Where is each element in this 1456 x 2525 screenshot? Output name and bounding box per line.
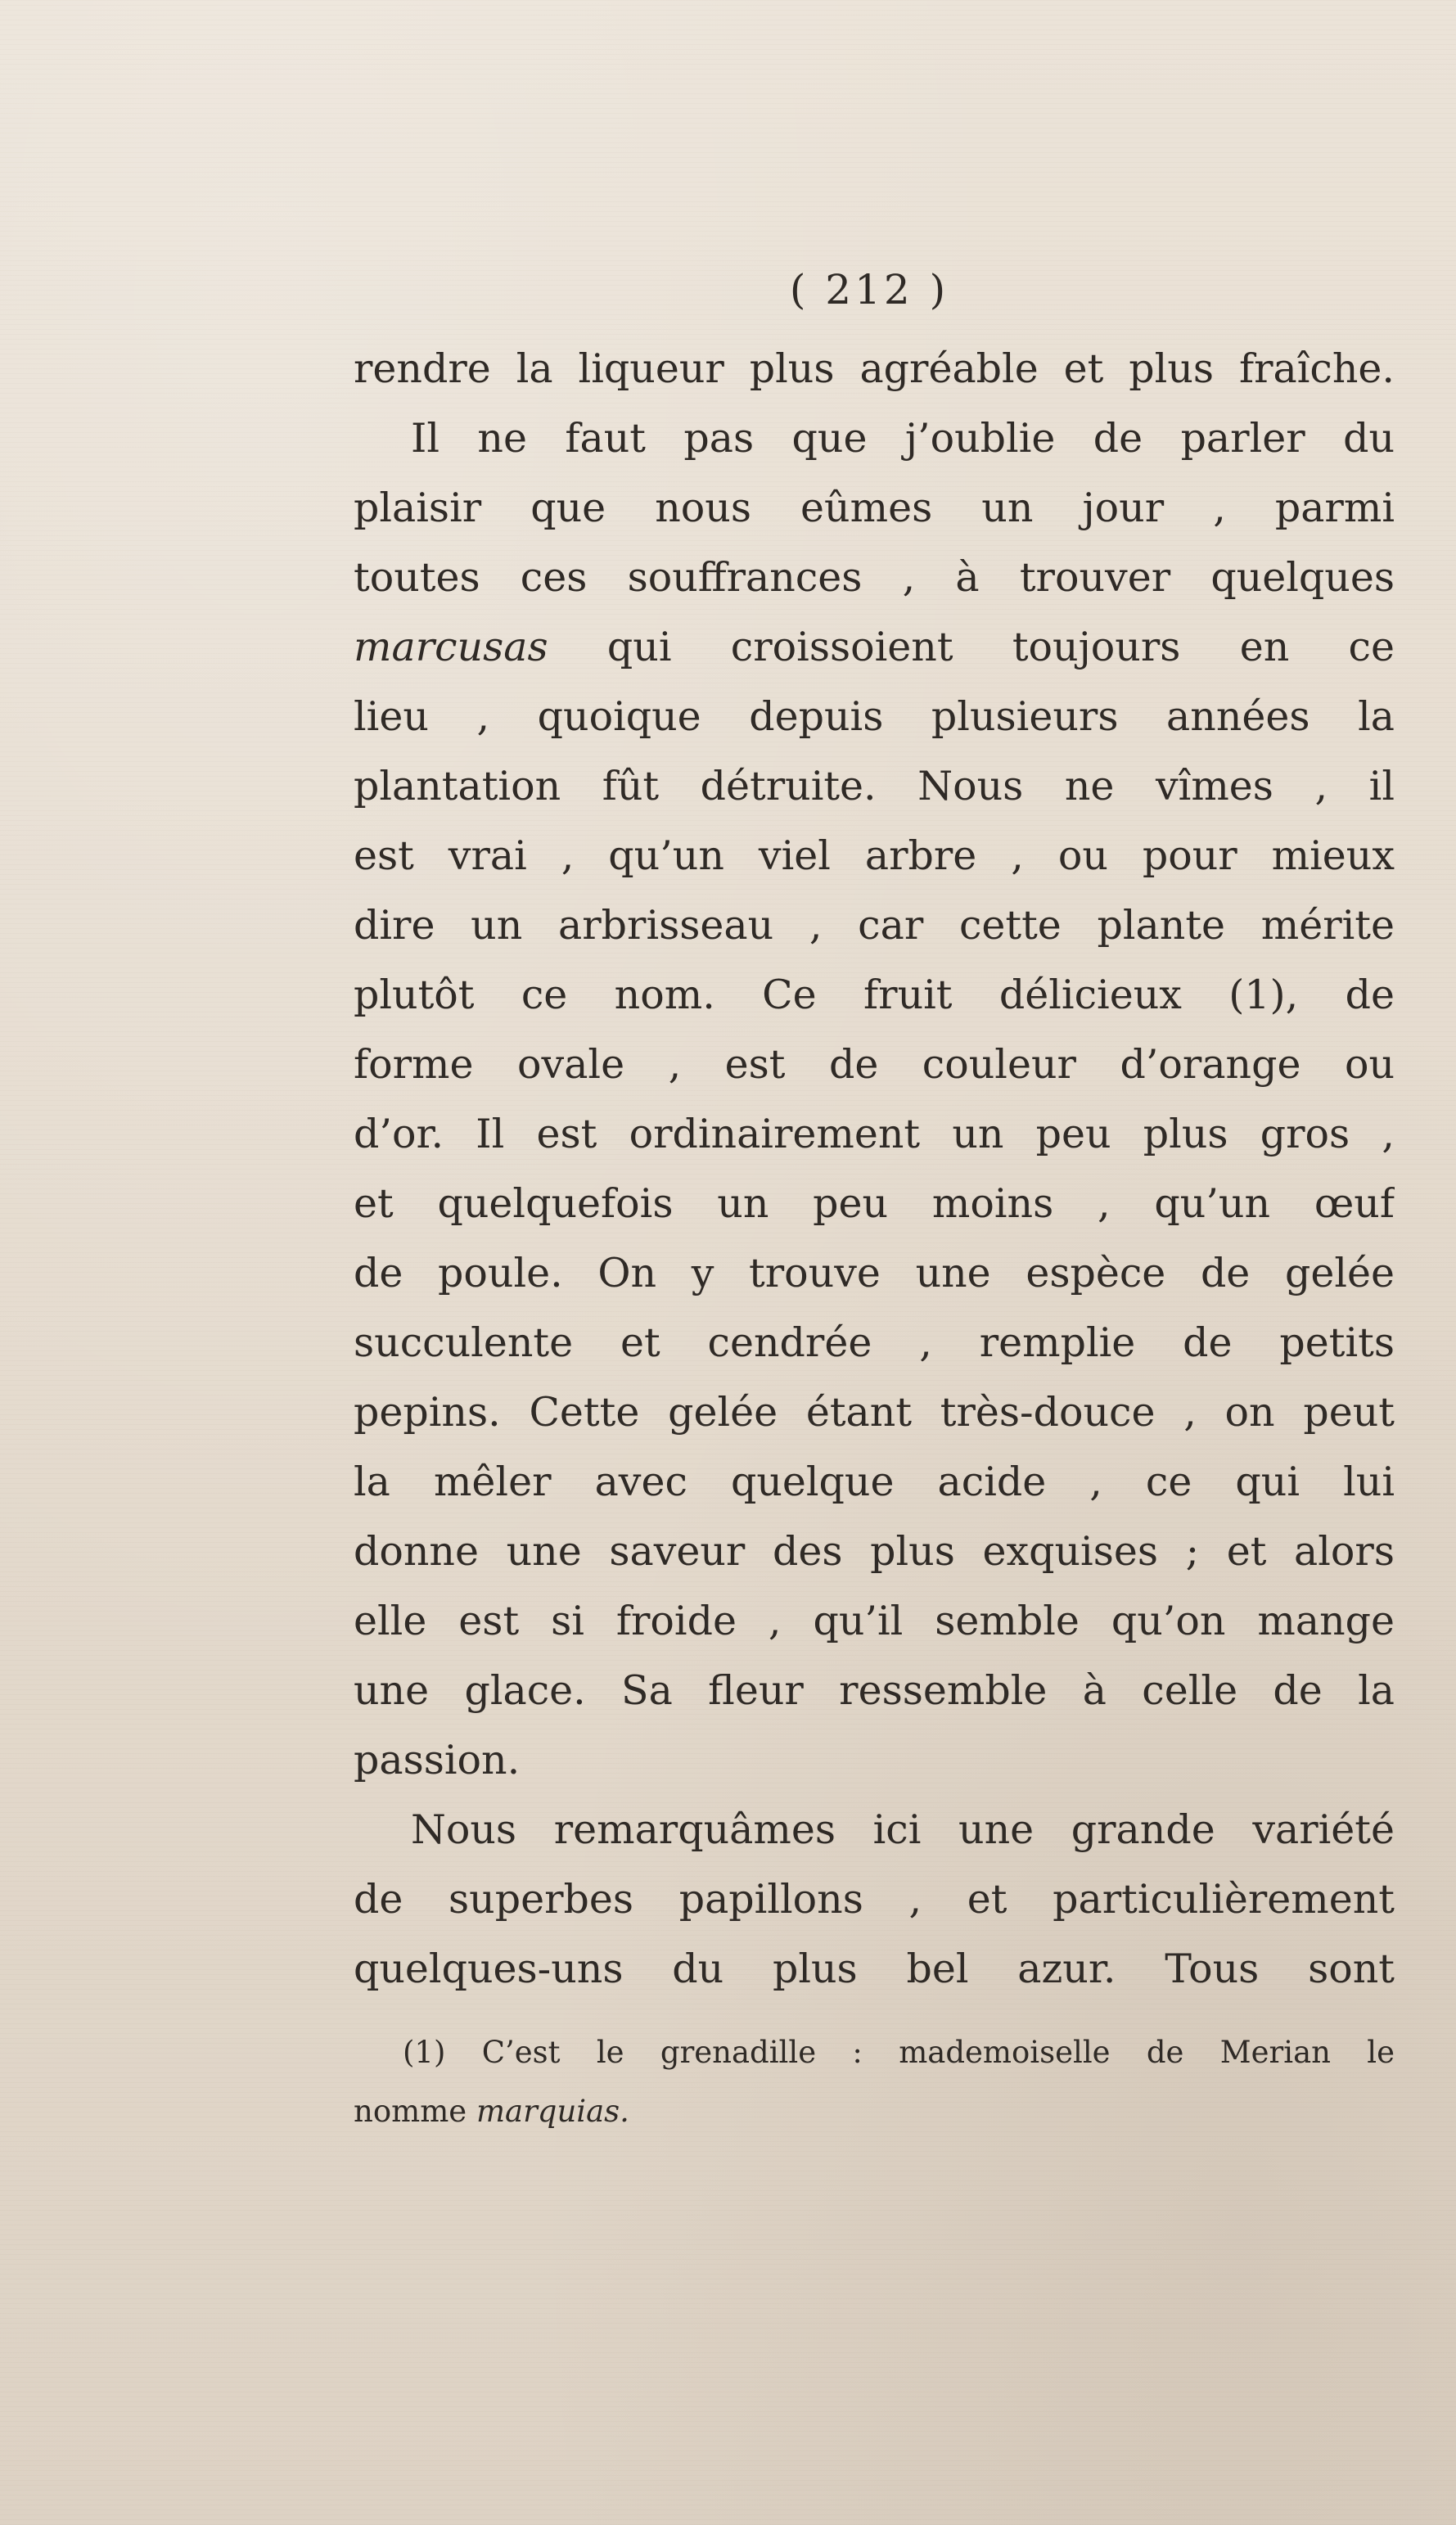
text-line: d’or. Il est ordinairement un peu plus gros , [354,1111,1395,1157]
text-line: toutes ces souffrances , à trouver quelques [354,554,1395,601]
text-line: Il ne faut pas que j’oublie de parler du [411,415,1395,462]
text-line: quelques-uns du plus bel azur. Tous sont [354,1946,1395,1992]
text-line: une glace. Sa fleur ressemble à celle de la [354,1667,1395,1714]
text-line: rendre la liqueur plus agréable et plus fraîche. [354,345,1395,392]
text-line [354,612,1395,682]
text-line: la mêler avec quelque acide , ce qui lui [354,1459,1395,1505]
text-line: plaisir que nous eûmes un jour , parmi [354,485,1395,531]
text-line: plutôt ce nom. Ce fruit délicieux (1), de [354,972,1395,1018]
footnote-line [354,2082,1395,2141]
footnote-text: nomme [354,2094,476,2129]
text-line: succulente et cendrée , remplie de petits [354,1319,1395,1366]
text-line: est vrai , qu’un viel arbre , ou pour mieux [354,832,1395,879]
footnote-line: (1) C’est le grenadille : mademoiselle de Merian le [403,2035,1395,2070]
text-fragment: qui croissoient toujours en ce [548,624,1395,670]
main-text [354,246,1395,2004]
text-line: dire un arbrisseau , car cette plante mérite [354,902,1395,949]
text-line: pepins. Cette gelée étant très-douce , on peut [354,1389,1395,1436]
text-line: plantation fût détruite. Nous ne vîmes , il [354,763,1395,809]
italic-term: marcusas [354,624,548,670]
text-line: de superbes papillons , et particulièrement [354,1876,1395,1923]
text-line: elle est si froide , qu’il semble qu’on mange [354,1598,1395,1644]
text-line: Nous remarquâmes ici une grande variété [411,1806,1395,1853]
text-line: et quelquefois un peu moins , qu’un œuf [354,1180,1395,1227]
text-line: donne une saveur des plus exquises ; et alors [354,1528,1395,1575]
text-line: de poule. On y trouve une espèce de gelée [354,1250,1395,1296]
text-line: lieu , quoique depuis plusieurs années la [354,693,1395,740]
text-line: forme ovale , est de couleur d’orange ou [354,1041,1395,1088]
text-line: passion. [354,1737,521,1783]
footnote [354,2023,1395,2141]
footnote-italic-term: marquias. [476,2094,629,2129]
page-number: ( 212 ) [789,266,949,313]
